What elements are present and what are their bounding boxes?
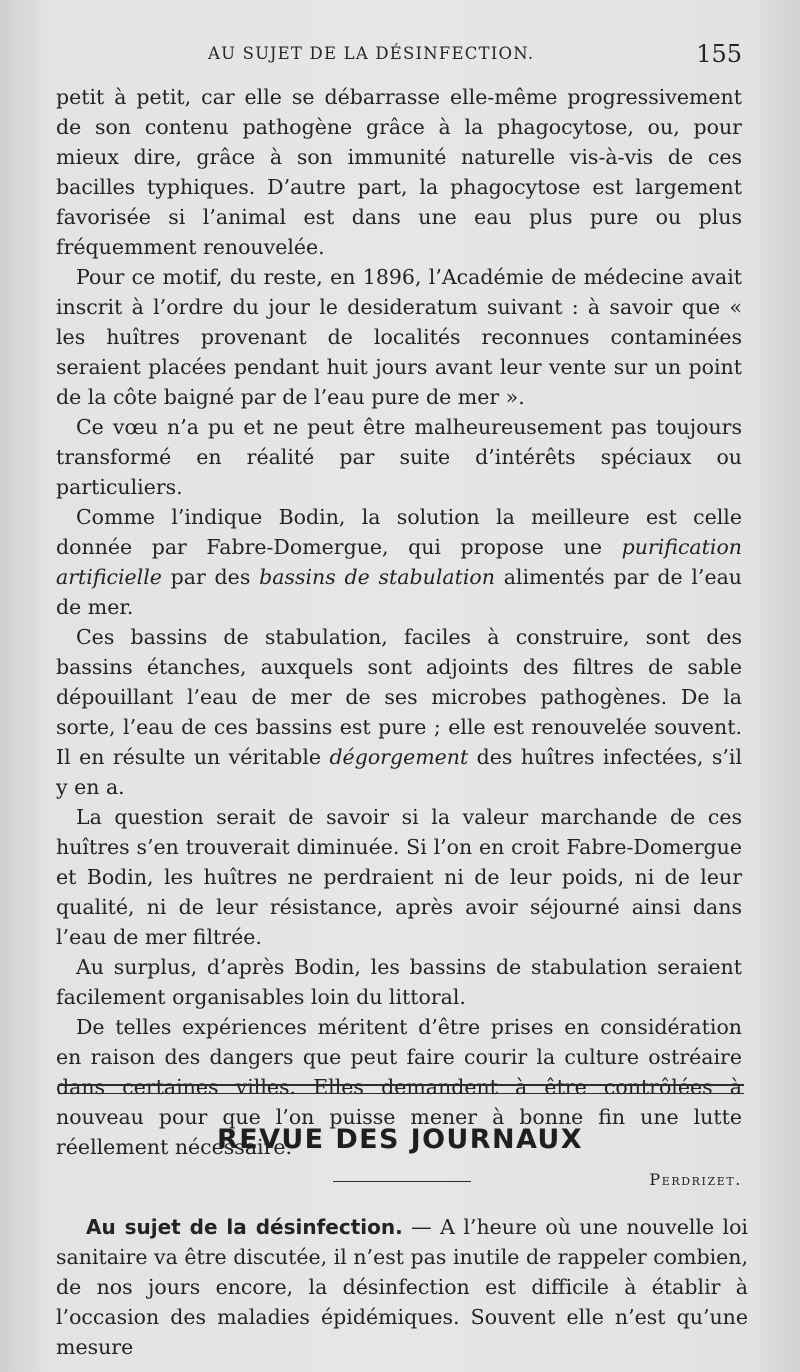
body-text — [56, 82, 742, 1189]
article-paragraph — [56, 1212, 748, 1362]
text-segment: par des — [161, 565, 260, 589]
page-header — [58, 40, 742, 72]
paragraph-surplus: Au surplus, d’après Bodin, les bassins de stabulation seraient facilement organisables loin du littoral. — [56, 955, 742, 1009]
paragraph-voeu: Ce vœu n’a pu et ne peut être malheureusement pas toujours transformé en réalité par suite d’intérêts spéciaux ou particuliers. — [56, 415, 742, 499]
italic-term: purification artificielle — [56, 535, 742, 589]
article-start — [56, 1212, 748, 1362]
italic-term: dégorgement — [329, 745, 469, 769]
article-lead: Au sujet de la désinfection. — [86, 1215, 403, 1239]
title-underline — [333, 1181, 471, 1182]
paragraph-phagocytose: petit à petit, car elle se débarrasse elle-même progressivement de son contenu pathogène grâce à la phagocytose, ou, pour mieux dire, grâce à son immunité naturelle vis-à-vis de ces bacilles typhiques. D’autre part, la phagocytose est largement favorisée si l’animal est dans une eau plus pure ou plus fréquemment renouvelée. — [56, 85, 742, 259]
text-segment: Ces bassins de stabulation, faciles à construire, sont des bassins étanches, auxquels sont adjoints des filtres de sable dépouillant l’eau de mer de ses microbes pathogènes. De la sorte, l’eau de ces bassins est pure ; elle est renouvelée souvent. Il en résulte un véritable — [56, 625, 742, 769]
page-number: 155 — [696, 40, 742, 68]
paragraph-valeur-marchande: La question serait de savoir si la valeur marchande de ces huîtres s’en trouverait diminuée. Si l’on en croit Fabre-Domergue et Bodin, les huîtres ne perdraient ni de leur poids, ni de leur qualité, ni de leur résistance, après avoir séjourné ainsi dans l’eau de mer filtrée. — [56, 805, 742, 949]
text-segment: alimentés par de l’eau de mer. — [56, 565, 742, 619]
running-title: AU SUJET DE LA DÉSINFECTION. — [208, 44, 535, 63]
article-text: — A l’heure où une nouvelle loi sanitaire va être discutée, il n’est pas inutile de rappeler combien, de nos jours encore, la désinfection est difficile à établir à l’occasion des maladies épidémiques. Souvent elle n’est qu’une mesure — [56, 1215, 748, 1359]
paragraph-fabre-domergue — [56, 502, 742, 622]
paragraph-bassins — [56, 622, 742, 802]
paragraph-academie: Pour ce motif, du reste, en 1896, l’Académie de médecine avait inscrit à l’ordre du jour le desideratum suivant : à savoir que « les huîtres provenant de localités reconnues contaminées seraient placées pendant huit jours avant leur vente sur un point de la côte baigné par de l’eau pure de mer ». — [56, 265, 742, 409]
italic-term: bassins de stabulation — [259, 565, 495, 589]
text-segment: Comme l’indique Bodin, la solution la meilleure est celle donnée par Fabre-Domergue, qui propose une — [56, 505, 742, 559]
text-segment: des huîtres infectées, s’il y en a. — [56, 745, 742, 799]
section-title: REVUE DES JOURNAUX — [217, 1124, 583, 1155]
paragraph-experiences: De telles expériences méritent d’être prises en considération en raison des dangers que peut faire courir la culture ostréaire dans certaines villes. Elles demandent à être contrôlées à nouveau pour que l’on puisse mener à bonne fin une lutte réellement nécessaire. — [56, 1015, 742, 1159]
section-divider — [58, 1084, 744, 1094]
author-signature: Perdrizet. — [649, 1170, 742, 1189]
